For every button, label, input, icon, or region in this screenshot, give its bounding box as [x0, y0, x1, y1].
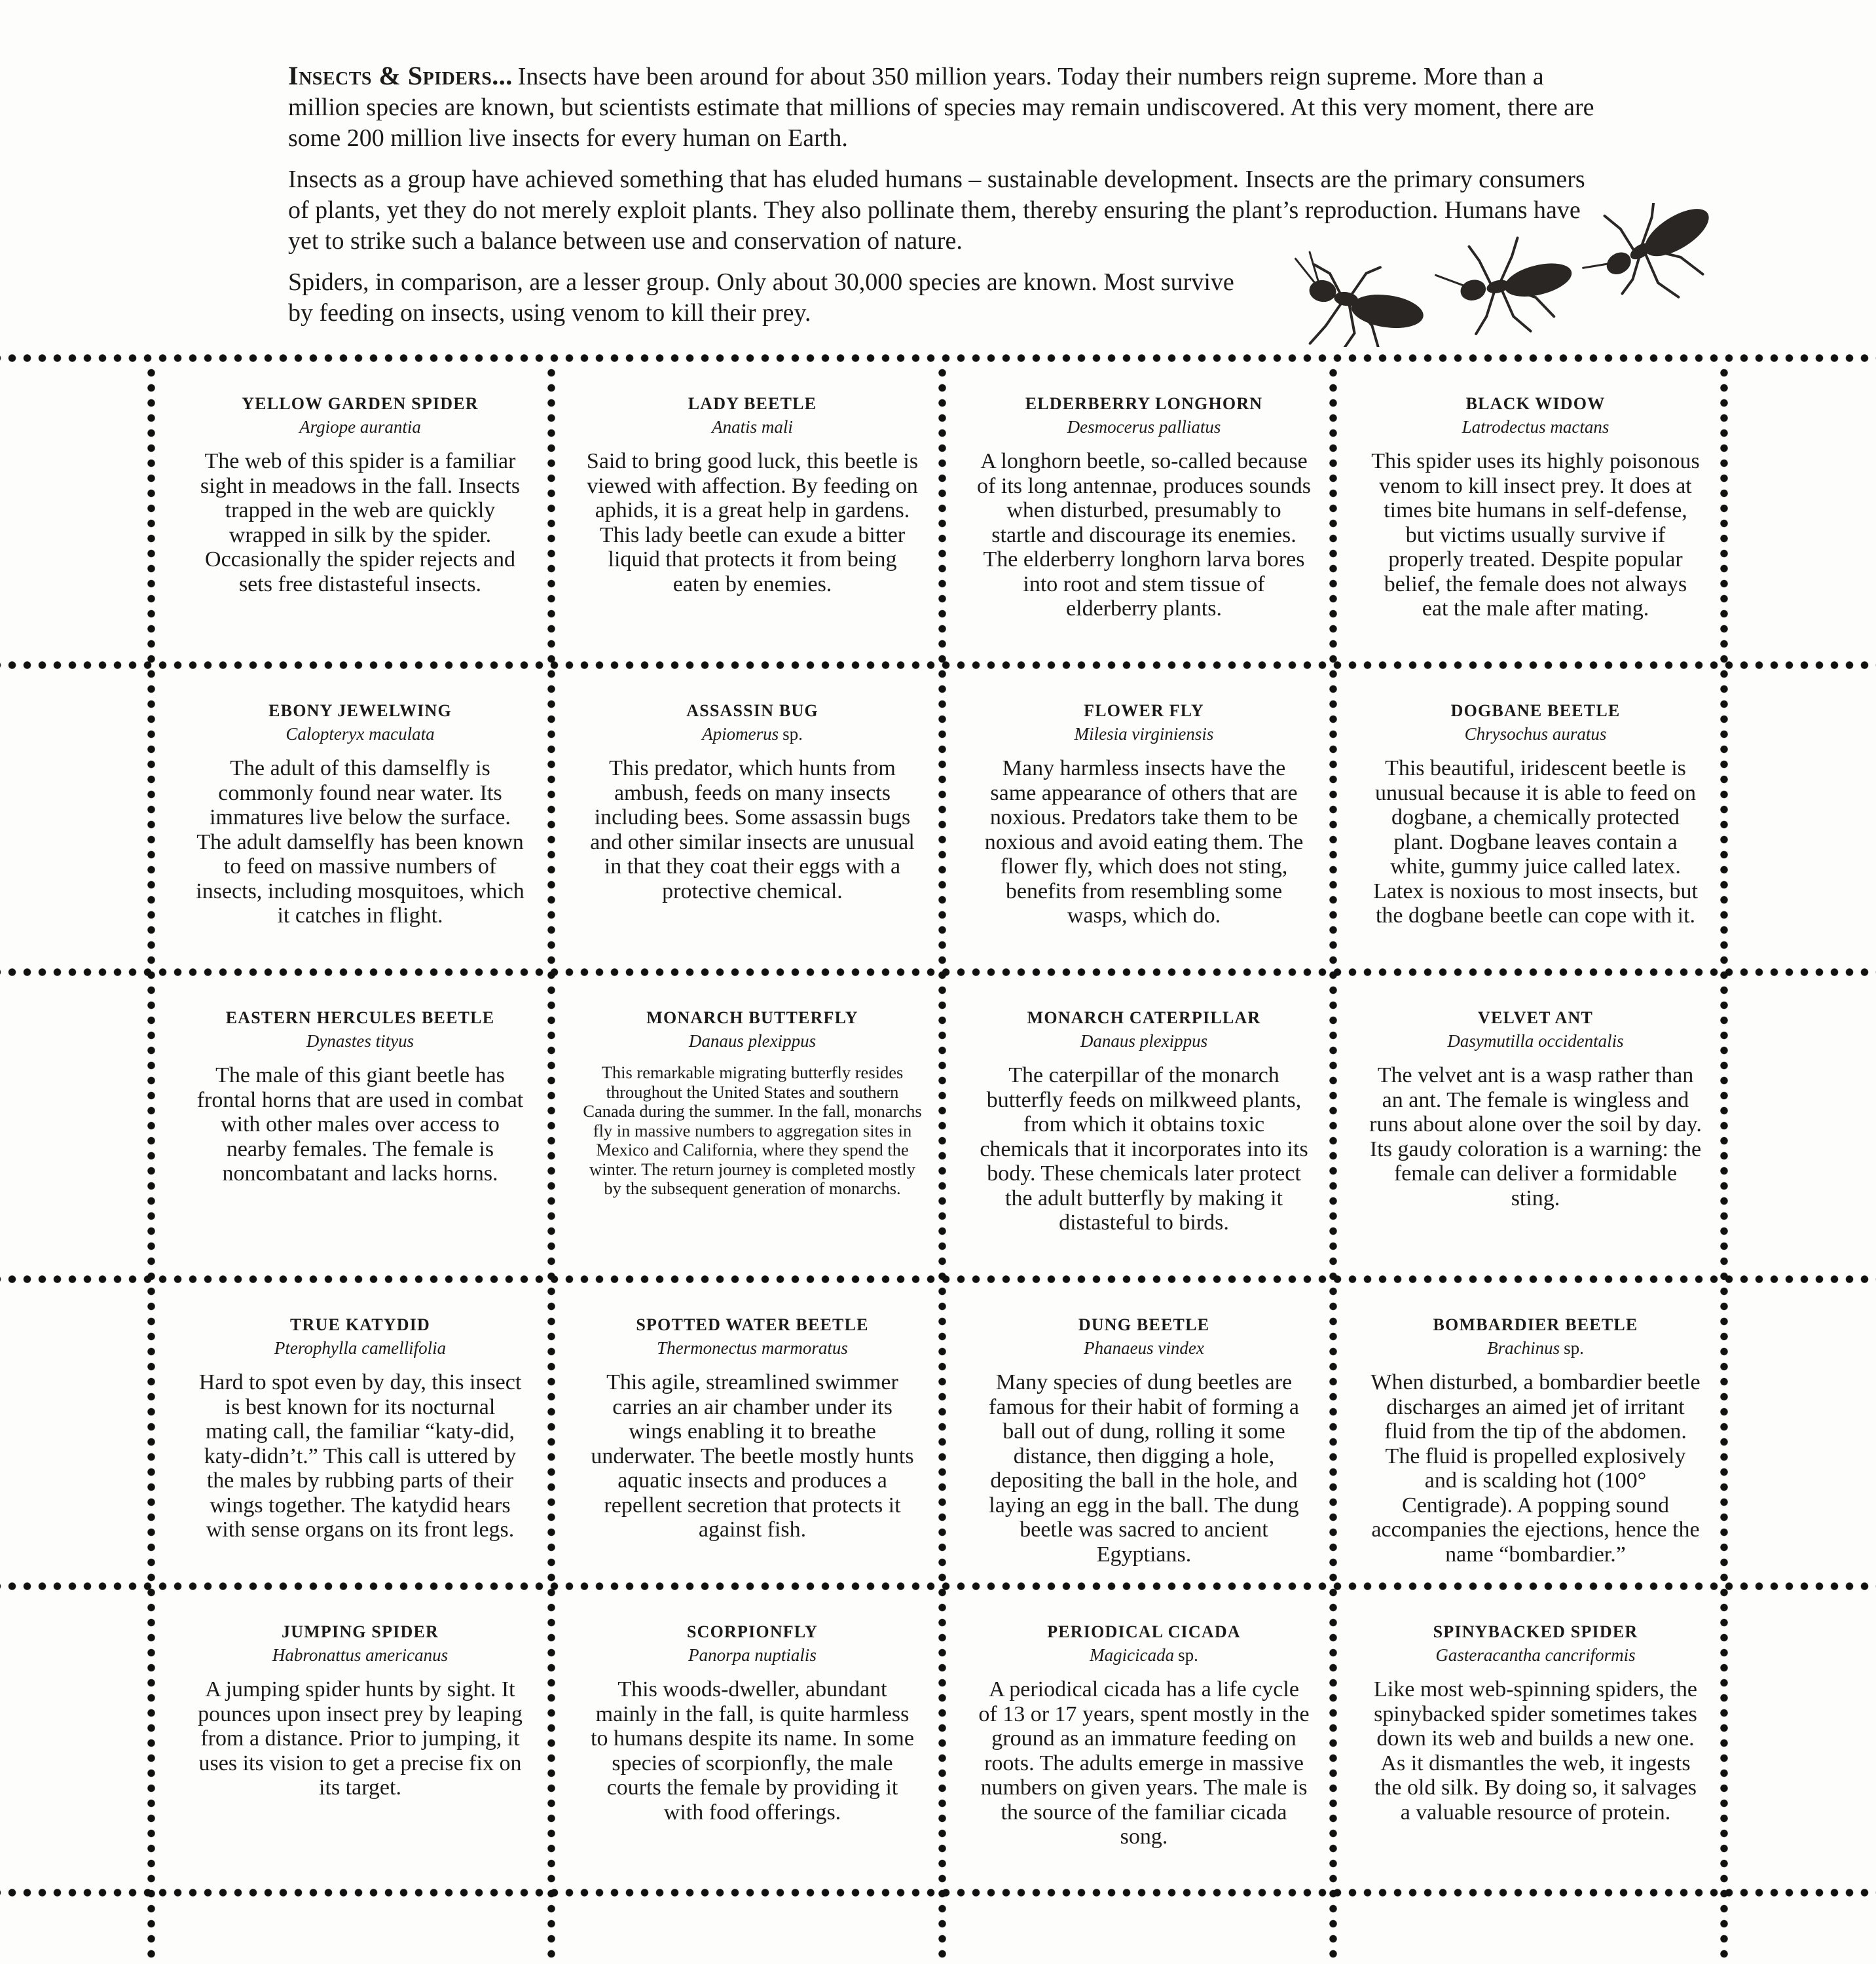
stamp-description: This spider uses its highly poisonous venom to kill insect prey. It does at times bite humans in self-defense, but victims usually survive if properly treated. Despite popular belief, the female does not always eat the male after mating. [1371, 449, 1700, 621]
intro-text-1: Insects have been around for about 350 million years. Today their numbers reign supreme. More than a million species are known, but scientists estimate that millions of species may remain undiscovered. At this very moment, there are some 200 million live insects for every human on Earth. [288, 63, 1594, 152]
stamp-species: Magicicada [1090, 1645, 1175, 1665]
stamp-velvet-ant [1359, 977, 1712, 1265]
stamp-description: The male of this giant beetle has frontal horns that are used in combat with other males over access to nearby females. The female is noncombatant and lacks horns. [196, 1063, 524, 1186]
stamp-sp-suffix: sp. [782, 724, 803, 744]
stamp-scientific-name [576, 1645, 929, 1665]
stamp-scientific-name [576, 723, 929, 744]
stamp-description: Said to bring good luck, this beetle is viewed with affection. By feeding on aphids, it is a great help in gardens. This lady beetle can exude a bitter liquid that protects it from being eaten by enemies. [586, 449, 919, 596]
stamp-scientific-name [183, 1337, 537, 1358]
intro-heading: Insects & Spiders... [288, 61, 513, 90]
stamp-species: Milesia virginiensis [1074, 724, 1214, 744]
stamp-species: Brachinus [1487, 1338, 1560, 1358]
stamp-scientific-name [183, 1645, 537, 1665]
stamp-title: EBONY JEWELWING [268, 701, 452, 720]
stamp-title: BLACK WIDOW [1465, 394, 1606, 413]
stamp-scorpionfly [576, 1591, 929, 1880]
stamp-title: YELLOW GARDEN SPIDER [242, 394, 479, 413]
stamp-species: Thermonectus marmoratus [657, 1338, 848, 1358]
stamp-scientific-name [183, 416, 537, 437]
stamp-scientific-name [183, 723, 537, 744]
stamp-description: A longhorn beetle, so-called because of its long antennae, produces sounds when disturbed, presumably to startle and discourage its enemies. The elderberry longhorn larva bores into root and stem tissue of elderberry plants. [977, 449, 1311, 621]
stamp-sp-suffix: sp. [1178, 1645, 1198, 1665]
stamp-scientific-name [1359, 1030, 1712, 1051]
stamp-description: This agile, streamlined swimmer carries an air chamber under its wings enabling it to breathe underwater. The beetle mostly hunts aquatic insects and produces a repellent secretion that protects it against fish. [591, 1370, 914, 1542]
stamp-jumping-spider [183, 1591, 537, 1880]
stamp-species: Argiope aurantia [299, 417, 421, 437]
stamp-bombardier-beetle [1359, 1284, 1712, 1573]
stamp-scientific-name [967, 1645, 1321, 1665]
stamp-flower-fly [967, 670, 1321, 958]
stamp-title: SPINYBACKED SPIDER [1433, 1622, 1638, 1641]
stamp-species: Calopteryx maculata [285, 724, 435, 744]
intro-paragraph-2: Insects as a group have achieved something that has eluded humans – sustainable development. Insects are the primary consumers of plants, yet they do not merely exploit plants. They also pollinate them, thereby ensuring the plant’s reproduction. Humans have yet to strike such a balance between use and conservation of nature. [288, 166, 1585, 255]
stamp-scientific-name [967, 1030, 1321, 1051]
stamp-species: Apiomerus [702, 724, 779, 744]
stamp-species: Phanaeus vindex [1084, 1338, 1204, 1358]
stamp-title: TRUE KATYDID [290, 1315, 430, 1334]
stamp-title: SCORPIONFLY [686, 1622, 818, 1641]
stamp-description: The adult of this damselfly is commonly found near water. Its immatures live below the surface. The adult damselfly has been known to feed on massive numbers of insects, including mosquitoes, which it catches in flight. [196, 756, 524, 928]
stamp-spinybacked-spider [1359, 1591, 1712, 1880]
stamp-title: MONARCH BUTTERFLY [646, 1008, 858, 1027]
perforation-column [938, 365, 946, 1963]
stamp-title: FLOWER FLY [1084, 701, 1204, 720]
stamp-description: A periodical cicada has a life cycle of 13 or 17 years, spent mostly in the ground as an immature feeding on roots. The adults emerge in massive numbers on given years. The male is the source of the familiar cicada song. [978, 1677, 1310, 1849]
stamp-description: This woods-dweller, abundant mainly in the fall, is quite harmless to humans despite its name. In some species of scorpionfly, the male courts the female by providing it with food offerings. [591, 1677, 914, 1825]
stamp-title: MONARCH CATERPILLAR [1027, 1008, 1261, 1027]
stamp-species: Dynastes tityus [306, 1031, 414, 1051]
stamp-description: Many species of dung beetles are famous for their habit of forming a ball out of dung, rolling it some distance, then digging a hole, depositing the ball in the hole, and laying an egg in the ball. The dung beetle was sacred to ancient Egyptians. [989, 1370, 1299, 1567]
stamp-ebony-jewelwing [183, 670, 537, 958]
stamp-description: The caterpillar of the monarch butterfly feeds on milkweed plants, from which it obtains toxic chemicals that it incorporates into its body. These chemicals later protect the adult butterfly by making it distasteful to birds. [980, 1063, 1308, 1235]
stamp-scientific-name [576, 416, 929, 437]
stamp-species: Pterophylla camellifolia [274, 1338, 447, 1358]
stamp-description: This remarkable migrating butterfly resides throughout the United States and southern Canada during the summer. In the fall, monarchs fly in massive numbers to aggregation sites in Mexico and California, where they spend the winter. The return journey is completed mostly by the subsequent generation of monarchs. [583, 1063, 922, 1198]
stamp-species: Danaus plexippus [1080, 1031, 1208, 1051]
perforation-column [547, 365, 555, 1963]
stamp-monarch-butterfly [576, 977, 929, 1265]
stamp-scientific-name [967, 416, 1321, 437]
stamp-elderberry-longhorn [967, 363, 1321, 651]
stamp-sp-suffix: sp. [1564, 1338, 1584, 1358]
stamp-scientific-name [967, 1337, 1321, 1358]
stamp-scientific-name [576, 1337, 929, 1358]
stamp-description: The web of this spider is a familiar sight in meadows in the fall. Insects trapped in the web are quickly wrapped in silk by the spider. Occasionally the spider rejects and sets free distasteful insects. [200, 449, 521, 596]
stamp-title: BOMBARDIER BEETLE [1433, 1315, 1638, 1334]
stamp-dogbane-beetle [1359, 670, 1712, 958]
stamp-spotted-water-beetle [576, 1284, 929, 1573]
stamp-title: LADY BEETLE [688, 394, 817, 413]
stamp-title: VELVET ANT [1477, 1008, 1594, 1027]
stamp-title: PERIODICAL CICADA [1047, 1622, 1241, 1641]
stamp-description: This predator, which hunts from ambush, feeds on many insects including bees. Some assassin bugs and other similar insects are unusual in that they coat their eggs with a protective chemical. [590, 756, 915, 903]
stamp-species: Dasymutilla occidentalis [1447, 1031, 1624, 1051]
stamp-species: Latrodectus mactans [1462, 417, 1609, 437]
stamp-assassin-bug [576, 670, 929, 958]
perforation-row [0, 354, 1876, 362]
stamp-title: DOGBANE BEETLE [1450, 701, 1621, 720]
stamp-title: EASTERN HERCULES BEETLE [225, 1008, 495, 1027]
stamp-title: DUNG BEETLE [1078, 1315, 1210, 1334]
stamp-title: ELDERBERRY LONGHORN [1025, 394, 1263, 413]
stamp-scientific-name [1359, 1337, 1712, 1358]
stamp-title: SPOTTED WATER BEETLE [636, 1315, 869, 1334]
stamp-dung-beetle [967, 1284, 1321, 1573]
stamp-scientific-name [1359, 723, 1712, 744]
stamp-description: When disturbed, a bombardier beetle discharges an aimed jet of irritant fluid from the tip of the abdomen. The fluid is propelled explosively and is scalding hot (100° Centigrade). A popping sound accompanies the ejections, hence the name “bombardier.” [1370, 1370, 1701, 1567]
stamp-species: Anatis mali [712, 417, 793, 437]
stamp-scientific-name [1359, 416, 1712, 437]
stamp-black-widow [1359, 363, 1712, 651]
perforation-column [1720, 365, 1728, 1963]
perforation-column [147, 365, 155, 1963]
stamp-title: JUMPING SPIDER [282, 1622, 439, 1641]
stamp-species: Chrysochus auratus [1464, 724, 1607, 744]
stamp-description: This beautiful, iridescent beetle is unusual because it is able to feed on dogbane, a chemically protected plant. Dogbane leaves contain a white, gummy juice called latex. Latex is noxious to most insects, but the dogbane beetle can cope with it. [1373, 756, 1698, 928]
stamp-species: Panorpa nuptialis [688, 1645, 817, 1665]
perforation-column [1329, 365, 1337, 1963]
stamp-eastern-hercules-beetle [183, 977, 537, 1265]
stamp-scientific-name [967, 723, 1321, 744]
stamp-title: ASSASSIN BUG [686, 701, 818, 720]
stamp-description: Hard to spot even by day, this insect is best known for its nocturnal mating call, the familiar “katy-did, katy-didn’t.” This call is uttered by the males by rubbing parts of their wings together. The katydid hears with sense organs on its front legs. [198, 1370, 522, 1542]
stamp-species: Gasteracantha cancriformis [1435, 1645, 1636, 1665]
stamp-species: Danaus plexippus [688, 1031, 817, 1051]
stamp-scientific-name [183, 1030, 537, 1051]
stamp-true-katydid [183, 1284, 537, 1573]
stamp-description: Many harmless insects have the same appearance of others that are noxious. Predators take them to be noxious and avoid eating them. The flower fly, which does not sting, benefits from resembling some wasps, which do. [984, 756, 1304, 928]
stamp-description: The velvet ant is a wasp rather than an ant. The female is wingless and runs about alone over the soil by day. Its gaudy coloration is a warning: the female can deliver a formidable sting. [1369, 1063, 1702, 1210]
stamp-periodical-cicada [967, 1591, 1321, 1880]
stamp-scientific-name [1359, 1645, 1712, 1665]
stamp-lady-beetle [576, 363, 929, 651]
stamp-scientific-name [576, 1030, 929, 1051]
intro-paragraph-3: Spiders, in comparison, are a lesser group. Only about 30,000 species are known. Most survive by feeding on insects, using venom to kill their prey. [288, 268, 1234, 327]
stamp-species: Habronattus americanus [272, 1645, 449, 1665]
stamp-description: A jumping spider hunts by sight. It pounces upon insect prey by leaping from a distance. Prior to jumping, it uses its vision to get a precise fix on its target. [198, 1677, 523, 1800]
stamp-monarch-caterpillar [967, 977, 1321, 1265]
stamp-species: Desmocerus palliatus [1067, 417, 1221, 437]
stamp-yellow-garden-spider [183, 363, 537, 651]
stamp-description: Like most web-spinning spiders, the spinybacked spider sometimes takes down its web and builds a new one. As it dismantles the web, it ingests the old silk. By doing so, it salvages a valuable resource of protein. [1374, 1677, 1697, 1825]
